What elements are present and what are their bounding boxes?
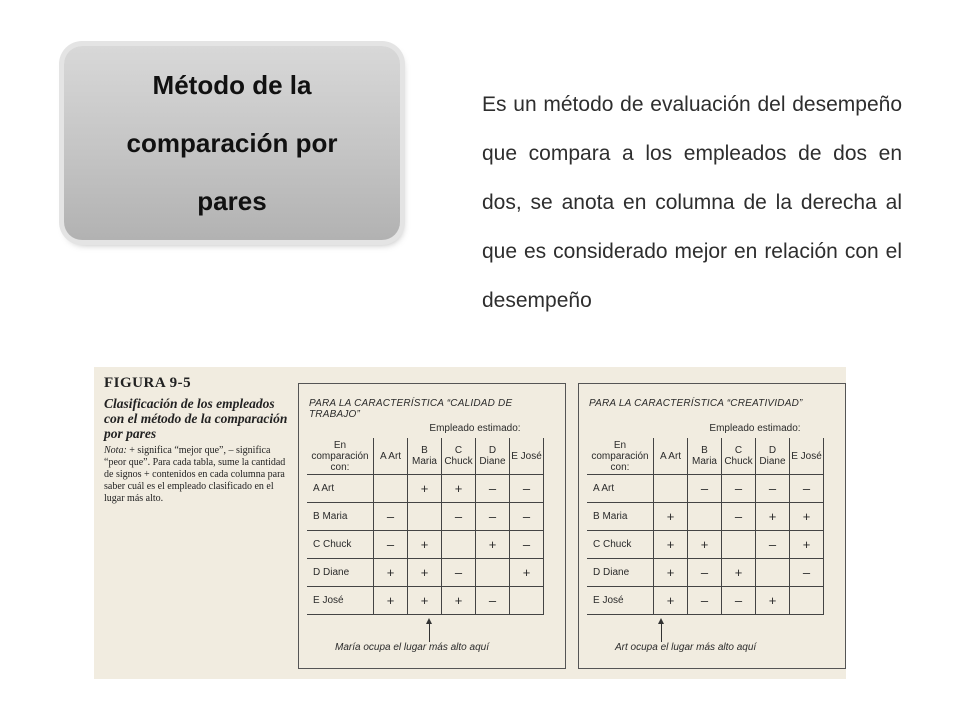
- table-cell: +: [654, 559, 688, 587]
- table-cell: [510, 587, 544, 615]
- column-header: E José: [510, 438, 544, 475]
- table-cell: –: [476, 475, 510, 503]
- description-text: Es un método de evaluación del desempeño que compara a los empleados de dos en dos, se anota en columna de la derecha al que es considerado mejor en relación con el desempeño: [482, 93, 902, 312]
- column-header: D Diane: [476, 438, 510, 475]
- table-cell: +: [408, 559, 442, 587]
- figure-title: Clasificación de los empleados con el método de la comparación por pares: [104, 396, 288, 441]
- column-header: C Chuck: [722, 438, 756, 475]
- employee-label: Empleado estimado:: [709, 423, 801, 434]
- table-row: [307, 475, 544, 503]
- table-cell: –: [688, 475, 722, 503]
- table-cell: +: [654, 503, 688, 531]
- figure-note: [104, 445, 289, 505]
- table-row: [587, 559, 824, 587]
- table-cell: [688, 503, 722, 531]
- table-cell: –: [790, 475, 824, 503]
- corner-header: En comparación con:: [587, 438, 654, 475]
- table-cell: +: [790, 531, 824, 559]
- table-cell: +: [442, 475, 476, 503]
- panel-heading: PARA LA CARACTERÍSTICA “CREATIVIDAD”: [589, 398, 803, 409]
- row-label: A Art: [307, 475, 374, 503]
- figure-caption: [104, 375, 289, 505]
- table-cell: [374, 475, 408, 503]
- figure-scan: [94, 367, 846, 679]
- table-cell: [654, 475, 688, 503]
- table-cell: –: [722, 587, 756, 615]
- column-header: A Art: [374, 438, 408, 475]
- table-cell: [756, 559, 790, 587]
- table-cell: –: [510, 503, 544, 531]
- panel-calidad: [298, 383, 566, 669]
- row-label: A Art: [587, 475, 654, 503]
- row-label: E José: [307, 587, 374, 615]
- column-header: E José: [790, 438, 824, 475]
- figure-note-text: + significa “mejor que”, – significa “peor que”. Para cada tabla, sume la cantidad de signos + contenidos en cada columna para saber cuál es el empleado clasificado en el lugar más alto.: [104, 445, 286, 504]
- table-cell: +: [688, 531, 722, 559]
- panel-footer: María ocupa el lugar más alto aquí: [335, 642, 489, 653]
- comparison-table: [307, 438, 544, 615]
- row-label: B Maria: [307, 503, 374, 531]
- table-row: [307, 503, 544, 531]
- slide-title: Método de la comparación por pares: [126, 70, 338, 216]
- table-cell: +: [756, 587, 790, 615]
- figure-label: FIGURA 9-5: [104, 375, 192, 391]
- figure-note-label: Nota:: [104, 445, 127, 456]
- corner-header: En comparación con:: [307, 438, 374, 475]
- employee-label: Empleado estimado:: [429, 423, 521, 434]
- table-cell: +: [756, 503, 790, 531]
- row-label: C Chuck: [587, 531, 654, 559]
- table-cell: –: [510, 475, 544, 503]
- table-cell: –: [688, 559, 722, 587]
- column-header: B Maria: [408, 438, 442, 475]
- table-cell: –: [790, 559, 824, 587]
- row-label: D Diane: [307, 559, 374, 587]
- table-cell: –: [756, 475, 790, 503]
- table-cell: +: [476, 531, 510, 559]
- table-row: [587, 531, 824, 559]
- title-box: [64, 46, 400, 240]
- table-cell: –: [442, 503, 476, 531]
- table-cell: +: [790, 503, 824, 531]
- panel-creatividad: [578, 383, 846, 669]
- table-row: [587, 475, 824, 503]
- column-header: B Maria: [688, 438, 722, 475]
- table-cell: +: [442, 587, 476, 615]
- table-cell: –: [476, 587, 510, 615]
- table-cell: –: [442, 559, 476, 587]
- column-header: A Art: [654, 438, 688, 475]
- column-header: D Diane: [756, 438, 790, 475]
- table-cell: +: [408, 531, 442, 559]
- table-cell: +: [374, 587, 408, 615]
- row-label: E José: [587, 587, 654, 615]
- table-cell: +: [408, 587, 442, 615]
- table-cell: –: [722, 503, 756, 531]
- column-header: C Chuck: [442, 438, 476, 475]
- table-cell: –: [476, 503, 510, 531]
- table-cell: [476, 559, 510, 587]
- table-cell: [408, 503, 442, 531]
- row-label: B Maria: [587, 503, 654, 531]
- table-cell: –: [688, 587, 722, 615]
- row-label: D Diane: [587, 559, 654, 587]
- pointer-arrow: [661, 620, 662, 642]
- table-cell: –: [374, 503, 408, 531]
- comparison-table: [587, 438, 824, 615]
- table-cell: –: [756, 531, 790, 559]
- panel-footer: Art ocupa el lugar más alto aquí: [615, 642, 757, 653]
- table-cell: +: [654, 531, 688, 559]
- table-cell: –: [510, 531, 544, 559]
- table-cell: [722, 531, 756, 559]
- table-row: [307, 587, 544, 615]
- table-row: [307, 559, 544, 587]
- table-cell: +: [374, 559, 408, 587]
- table-cell: +: [722, 559, 756, 587]
- table-row: [587, 587, 824, 615]
- table-row: [587, 503, 824, 531]
- row-label: C Chuck: [307, 531, 374, 559]
- table-cell: –: [722, 475, 756, 503]
- panel-heading: PARA LA CARACTERÍSTICA “CALIDAD DE TRABAJO”: [309, 398, 513, 420]
- table-cell: [442, 531, 476, 559]
- table-cell: [790, 587, 824, 615]
- table-cell: +: [510, 559, 544, 587]
- table-cell: +: [408, 475, 442, 503]
- table-row: [307, 531, 544, 559]
- pointer-arrow: [429, 620, 430, 642]
- table-cell: –: [374, 531, 408, 559]
- table-cell: +: [654, 587, 688, 615]
